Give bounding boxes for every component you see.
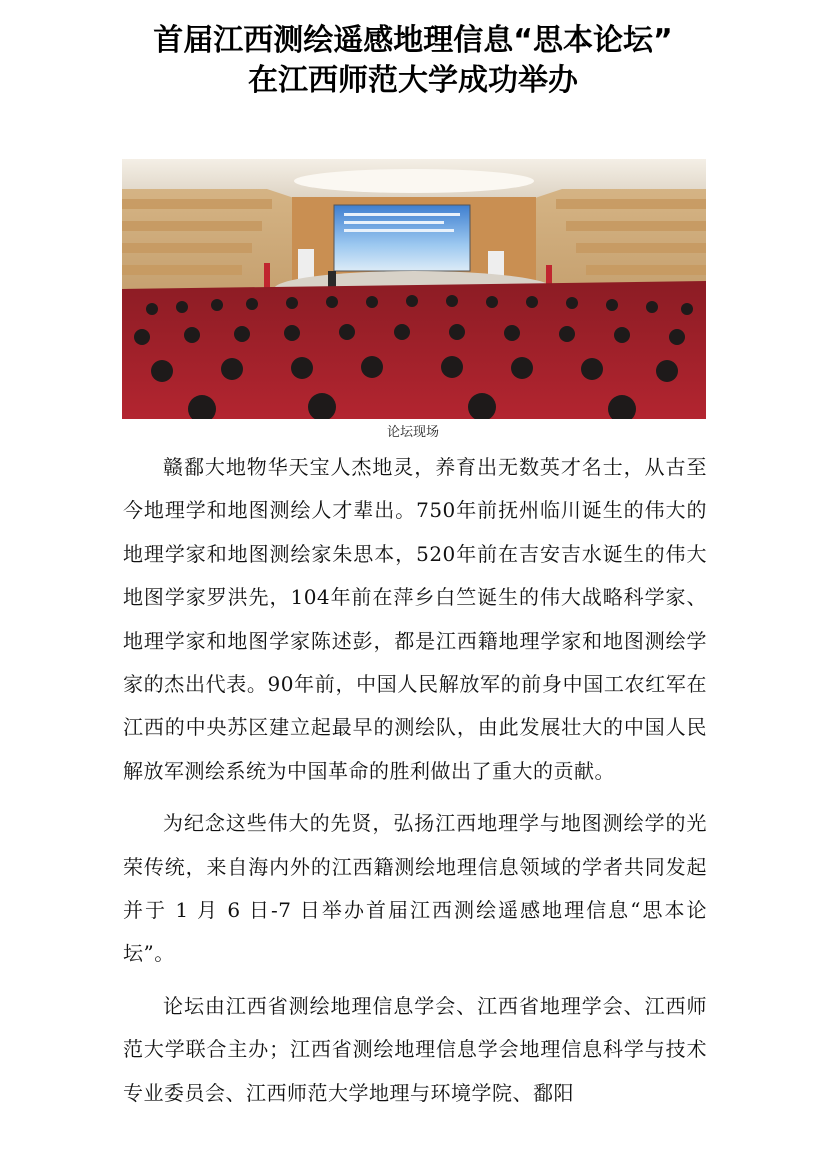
article-body [123,446,707,1115]
forum-venue-photo [122,159,706,419]
article-paragraph-2: 为纪念这些伟大的先贤，弘扬江西地理学与地图测绘学的光荣传统，来自海内外的江西籍测绘地理信息领域的学者共同发起并于 1 月 6 日-7 日举办首届江西测绘遥感地理信息“思本论坛”。 [123,811,707,966]
article-paragraph-3: 论坛由江西省测绘地理信息学会、江西省地理学会、江西师范大学联合主办；江西省测绘地理信息学会地理信息科学与技术专业委员会、江西师范大学地理与环境学院、鄱阳 [123,993,707,1105]
photo-caption: 论坛现场 [386,425,439,440]
article-title-line-1: 首届江西测绘遥感地理信息“思本论坛” [153,23,673,58]
article-title-line-2: 在江西师范大学成功举办 [248,63,578,98]
article-paragraph-1: 赣鄱大地物华天宝人杰地灵，养育出无数英才名士，从古至今地理学和地图测绘人才辈出。750年前抚州临川诞生的伟大的地理学家和地图测绘家朱思本，520年前在吉安吉水诞生的伟大地图学家罗洪先，104年前在萍乡白竺诞生的伟大战略科学家、地理学家和地图学家陈述彭，都是江西籍地理学家和地图测绘学家的杰出代表。90年前，中国人民解放军的前身中国工农红军在江西的中央苏区建立起最早的测绘队，由此发展壮大的中国人民解放军测绘系统为中国革命的胜利做出了重大的贡献。 [123,455,707,783]
